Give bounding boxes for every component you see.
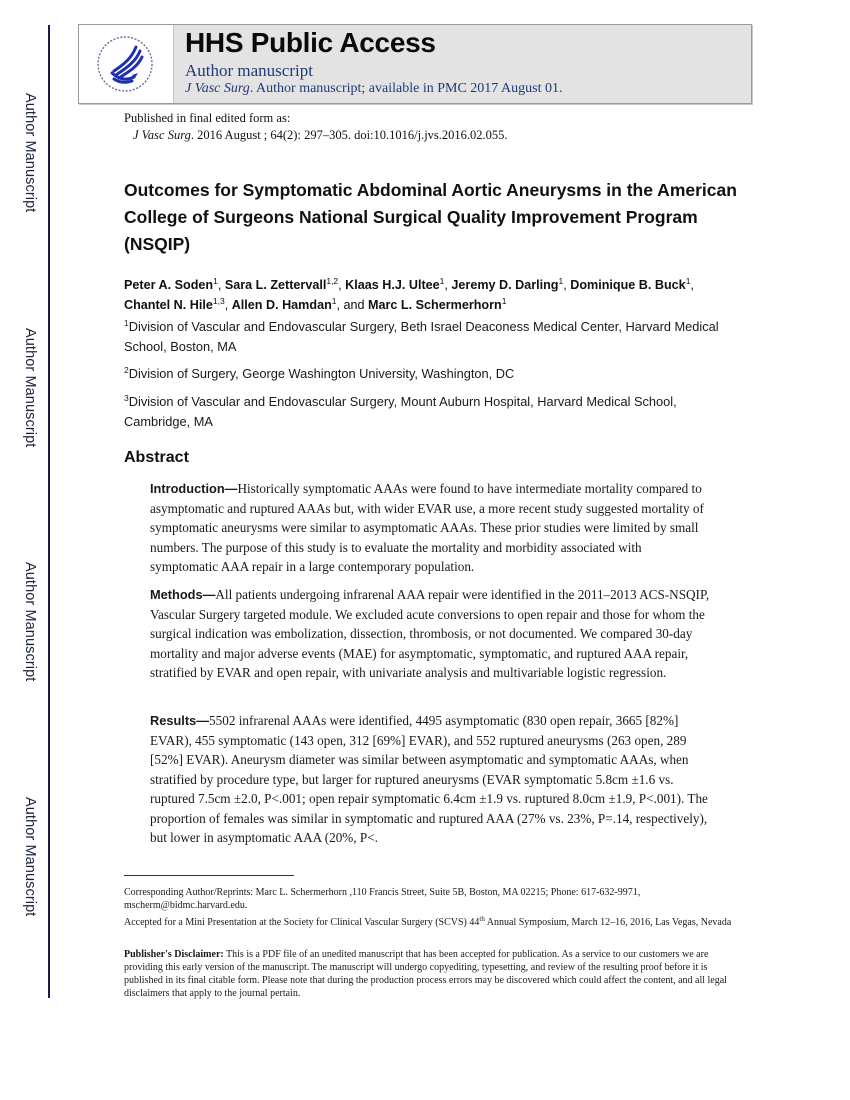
section-label: Results— (150, 713, 210, 728)
section-text: 5502 infrarenal AAAs were identified, 4495 asymptomatic (830 open repair, 3665 [82%] EVAR), 455 symptomatic (143 open, 312 [69%] EVAR), and 552 ruptured aneurysms (263 open, 289 [52%] EVAR). Aneurysm diameter was similar between asymptomatic and symptomatic AAAs, when stratified by procedure type, but larger for ruptured aneurysms (EVAR symptomatic 5.8cm ±1.6 vs. ruptured 7.5cm ±2.0, P<.001; open repair symptomatic 6.4cm ±1.9 vs. ruptured 8.0cm ±1.9, P<.001). The proportion of females was similar in symptomatic and ruptured AAA (27% vs. 23%, P=.14, respectively), but lower in asymptomatic AAA (20%, P<. (150, 713, 708, 845)
author: Marc L. Schermerhorn$^1$ (368, 296, 507, 312)
published-label: Published in final edited form as: (124, 111, 291, 125)
author: Klaas H.J. Ultee$^1$, (345, 276, 452, 292)
availability-text: . Author manuscript; available in PMC 2017 August 01. (249, 81, 563, 96)
disclaimer-text: This is a PDF file of an unedited manuscript that has been accepted for publication. As a service to our customers we are providing this early version of the manuscript. The manuscript will undergo copyediting, typesetting, and review of the resulting proof before it is published in its final citable form. Please note that during the production process errors may be discovered which could affect the content, and all legal disclaimers that apply to the journal pertain. (124, 949, 727, 999)
section-text: All patients undergoing infrarenal AAA repair were identified in the 2011–2013 ACS-NSQIP, Vascular Surgery targeted module. We excluded acute conversions to open repair and those for whom the surgical indication was embolization, dissection, thrombosis, or not documented. We compared 30-day mortality and major adverse events (MAE) for asymptomatic, symptomatic, and ruptured AAA repair, stratified by EVAR and open repair, with univariate analysis and multivariable logistic regression. (150, 587, 710, 680)
availability-line (185, 81, 562, 97)
affiliation: $^1$Division of Vascular and Endovascular Surgery, Beth Israel Deaconess Medical Center, Harvard Medical School, Boston, MA (124, 318, 719, 354)
footnote-rule (124, 875, 294, 876)
hhs-eagle-logo-icon (92, 33, 158, 95)
margin-rule (48, 25, 50, 998)
section-label: Introduction— (150, 481, 238, 496)
author-manuscript-side-label: Author Manuscript (22, 797, 38, 917)
journal-name: J Vasc Surg (185, 81, 250, 96)
author: Sara L. Zettervall$^{1,2}$, (224, 276, 346, 292)
corresponding-author-footnote: Corresponding Author/Reprints: Marc L. Schermerhorn ,110 Francis Street, Suite 5B, Boston, MA 02215; Phone: 617-632-9971, mscherm@bidmc.harvard.edu. (124, 887, 641, 911)
author: Dominique B. Buck$^1$, (570, 276, 694, 292)
accepted-footnote: Accepted for a Mini Presentation at the Society for Clinical Vascular Surgery (SCVS) 44th Annual Symposium, March 12–16, 2016, Las Vegas, Nevada (124, 915, 732, 928)
abstract-introduction (150, 479, 710, 577)
author-manuscript-side-label: Author Manuscript (22, 328, 38, 448)
affiliation: $^3$Division of Vascular and Endovascular Surgery, Mount Auburn Hospital, Harvard Medical School, Cambridge, MA (124, 393, 677, 429)
published-citation (124, 110, 508, 144)
logo-cell (79, 25, 174, 103)
author-manuscript-subtitle: Author manuscript (185, 61, 313, 80)
disclaimer-label: Publisher's Disclaimer: (124, 949, 224, 960)
abstract-methods (150, 585, 710, 683)
journal-name: J Vasc Surg (133, 128, 191, 142)
section-text: Historically symptomatic AAAs were found to have intermediate mortality compared to asymptomatic and ruptured AAAs but, with wider EVAR use, a more recent study suggested mortality of symptomatic aneurysms were similar to asymptomatic AAAs. These prior studies were limited by small numbers. The purpose of this study is to evaluate the mortality and morbidity associated with symptomatic AAA repair in a large contemporary population. (150, 481, 704, 574)
and-word: and (343, 298, 365, 312)
author-list (124, 275, 734, 315)
author: Chantel N. Hile$^{1,3}$, (124, 296, 232, 312)
author: Allen D. Hamdan$^1$, (231, 296, 344, 312)
author-manuscript-side-label: Author Manuscript (22, 93, 38, 213)
author: Jeremy D. Darling$^1$, (451, 276, 571, 292)
section-label: Methods— (150, 587, 216, 602)
abstract-results (150, 711, 710, 848)
publisher-disclaimer (124, 948, 734, 1000)
author-manuscript-side-label: Author Manuscript (22, 562, 38, 682)
article-title: Outcomes for Symptomatic Abdominal Aortic Aneurysms in the American College of Surgeons National Surgical Quality Improvement Program (NSQIP) (124, 180, 737, 254)
author: Peter A. Soden$^1$, (124, 276, 225, 292)
abstract-heading: Abstract (124, 449, 189, 466)
hhs-public-access-header (78, 24, 752, 104)
hhs-title: HHS Public Access (185, 27, 436, 58)
citation-line (124, 127, 508, 144)
affiliation: $^2$Division of Surgery, George Washington University, Washington, DC (124, 365, 515, 381)
citation-text: . 2016 August ; 64(2): 297–305. doi:10.1016/j.jvs.2016.02.055. (190, 128, 508, 142)
